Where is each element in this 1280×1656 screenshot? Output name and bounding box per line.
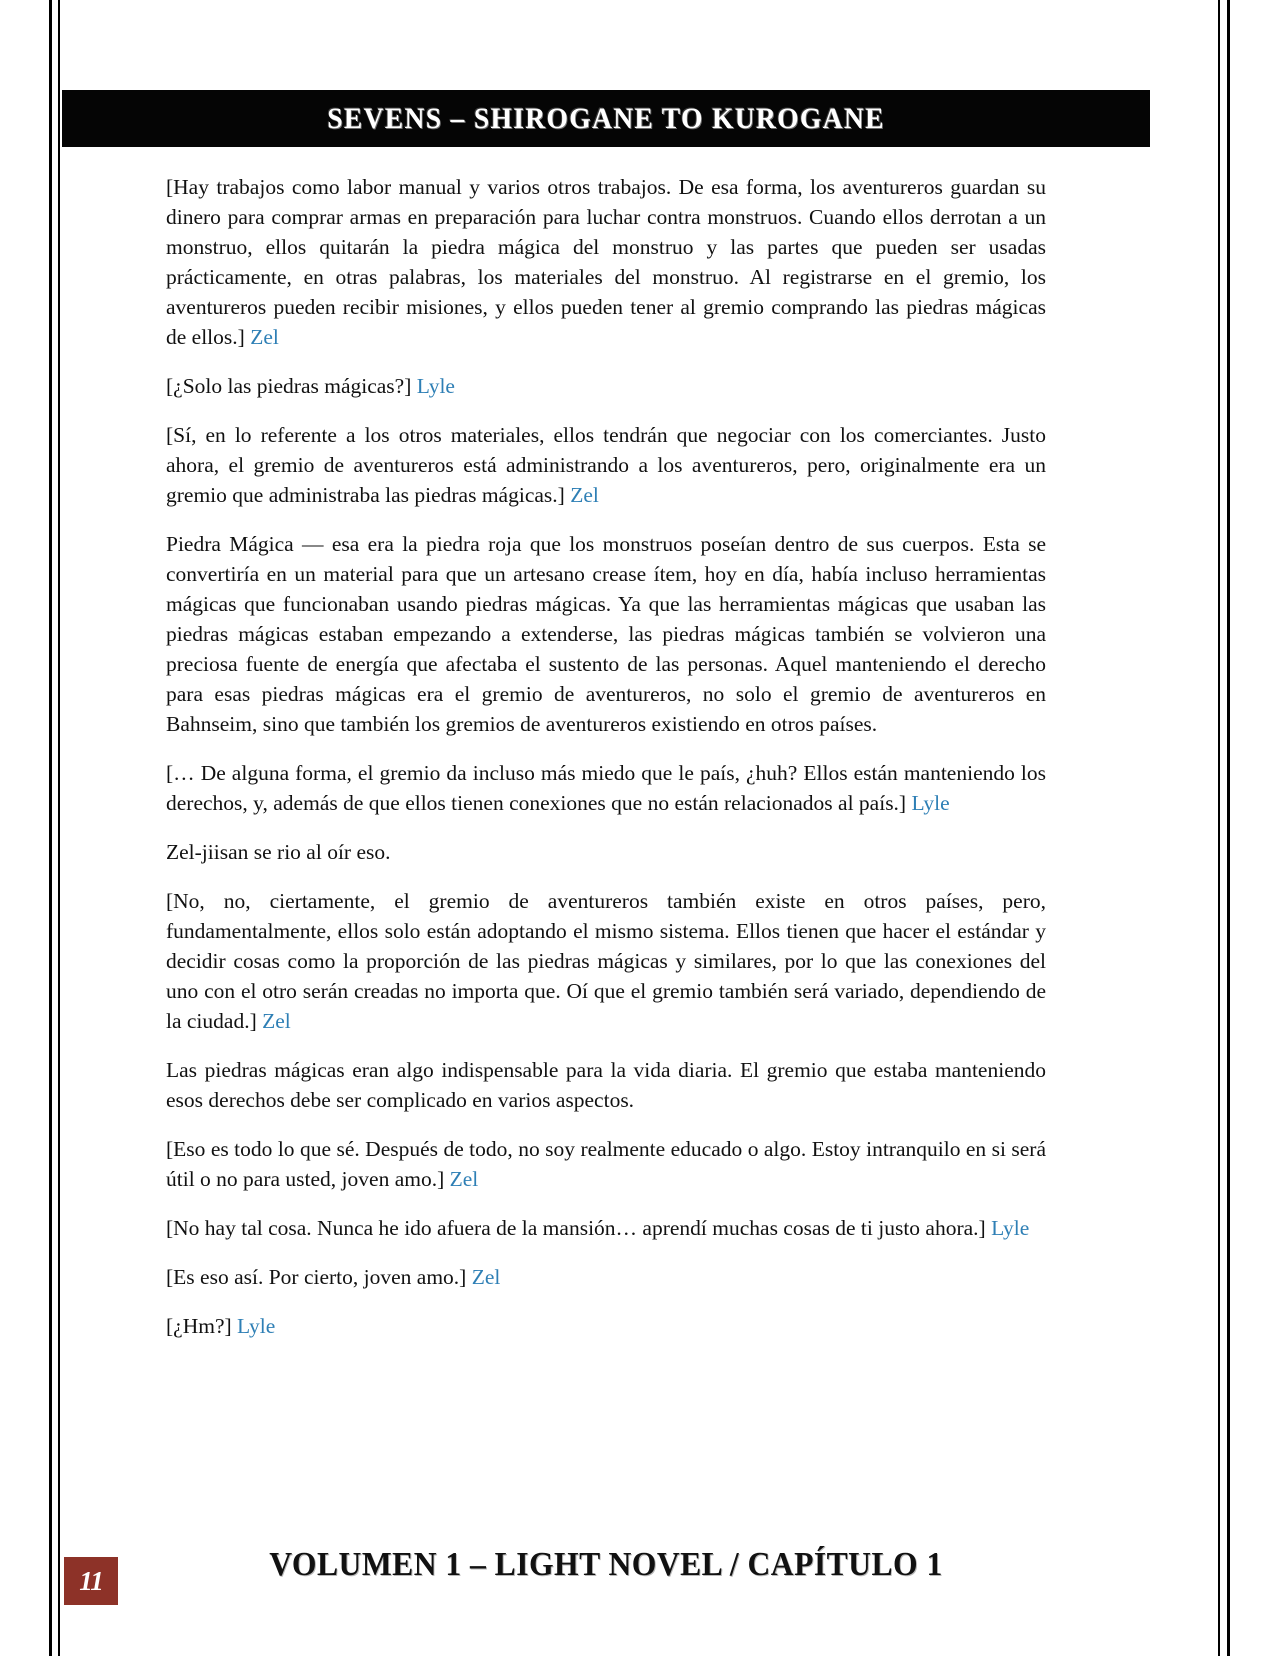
paragraph-text: [Hay trabajos como labor manual y varios otros trabajos. De esa forma, los aventureros guardan su dinero para comprar armas en preparación para luchar contra monstruos. Cuando ellos derrotan a un monstruo, ellos quitarán la piedra mágica del monstruo y las partes que pueden ser usadas prácticamente, en otras palabras, los materiales del monstruo. Al registrarse en el gremio, los aventureros pueden recibir misiones, y ellos pueden tener al gremio comprando las piedras mágicas de ellos.] — [166, 175, 1046, 349]
paragraph-text: [¿Solo las piedras mágicas?] — [166, 374, 412, 398]
dialogue-paragraph — [166, 758, 1046, 818]
paragraph-text: [No hay tal cosa. Nunca he ido afuera de la mansión… aprendí muchas cosas de ti justo ahora.] — [166, 1216, 986, 1240]
footer-volume-chapter: VOLUMEN 1 – LIGHT NOVEL / CAPÍTULO 1 — [269, 1546, 943, 1583]
speaker-label: Lyle — [416, 374, 455, 398]
paragraph-text: [Es eso así. Por cierto, joven amo.] — [166, 1265, 467, 1289]
dialogue-paragraph — [166, 420, 1046, 510]
speaker-label: Lyle — [911, 791, 950, 815]
paragraph-text: [No, no, ciertamente, el gremio de aventureros también existe en otros países, pero, fundamentalmente, ellos solo están adoptando el mismo sistema. Ellos tienen que hacer el estándar y decidir cosas como la proporción de las piedras mágicas y similares, por lo que las conexiones del uno con el otro serán creadas no importa que. Oí que el gremio también será variado, dependiendo de la ciudad.] — [166, 889, 1046, 1033]
page-border-left-inner — [58, 0, 60, 1656]
paragraph-text: [Sí, en lo referente a los otros materiales, ellos tendrán que negociar con los comerciantes. Justo ahora, el gremio de aventureros está administrando a los aventureros, pero, originalmente era un gremio que administraba las piedras mágicas.] — [166, 423, 1046, 507]
dialogue-paragraph — [166, 1213, 1046, 1243]
paragraph-text: Zel-jiisan se rio al oír eso. — [166, 840, 391, 864]
speaker-label: Zel — [262, 1009, 291, 1033]
speaker-label: Lyle — [991, 1216, 1030, 1240]
dialogue-paragraph — [166, 371, 1046, 401]
dialogue-paragraph — [166, 1134, 1046, 1194]
dialogue-paragraph — [166, 1262, 1046, 1292]
page-border-right-outer — [1227, 0, 1230, 1656]
page-border-left-outer — [49, 0, 52, 1656]
narrative-paragraph — [166, 529, 1046, 739]
page-border-right-inner — [1218, 0, 1220, 1656]
dialogue-paragraph — [166, 886, 1046, 1036]
paragraph-text: Las piedras mágicas eran algo indispensable para la vida diaria. El gremio que estaba manteniendo esos derechos debe ser complicado en varios aspectos. — [166, 1058, 1046, 1112]
speaker-label: Zel — [570, 483, 599, 507]
paragraph-text: [¿Hm?] — [166, 1314, 232, 1338]
body-text-column — [166, 172, 1046, 1341]
dialogue-paragraph — [166, 1311, 1046, 1341]
speaker-label: Zel — [449, 1167, 479, 1191]
paragraph-text: [… De alguna forma, el gremio da incluso más miedo que le país, ¿huh? Ellos están manteniendo los derechos, y, además de que ellos tienen conexiones que no están relacionados al país.] — [166, 761, 1046, 815]
paragraph-text: Piedra Mágica — esa era la piedra roja que los monstruos poseían dentro de sus cuerpos. Esta se convertiría en un material para que un artesano crease ítem, hoy en día, había incluso herramientas mágicas que funcionaban usando piedras mágicas. Ya que las herramientas mágicas que usaban las piedras mágicas estaban empezando a extenderse, las piedras mágicas también se volvieron una preciosa fuente de energía que afectaba el sustento de las personas. Aquel manteniendo el derecho para esas piedras mágicas era el gremio de aventureros, no solo el gremio de aventureros en Bahnseim, sino que también los gremios de aventureros existiendo en otros países. — [166, 532, 1046, 736]
book-title: SEVENS – SHIROGANE TO KUROGANE — [327, 101, 885, 135]
dialogue-paragraph — [166, 172, 1046, 352]
header-banner — [62, 90, 1150, 147]
speaker-label: Lyle — [237, 1314, 276, 1338]
page-number-value: 11 — [79, 1565, 103, 1596]
speaker-label: Zel — [471, 1265, 501, 1289]
page-number-badge — [64, 1557, 118, 1605]
narrative-paragraph — [166, 1055, 1046, 1115]
speaker-label: Zel — [250, 325, 279, 349]
narrative-paragraph — [166, 837, 1046, 867]
paragraph-text: [Eso es todo lo que sé. Después de todo, no soy realmente educado o algo. Estoy intranquilo en si será útil o no para usted, joven amo.] — [166, 1137, 1046, 1191]
